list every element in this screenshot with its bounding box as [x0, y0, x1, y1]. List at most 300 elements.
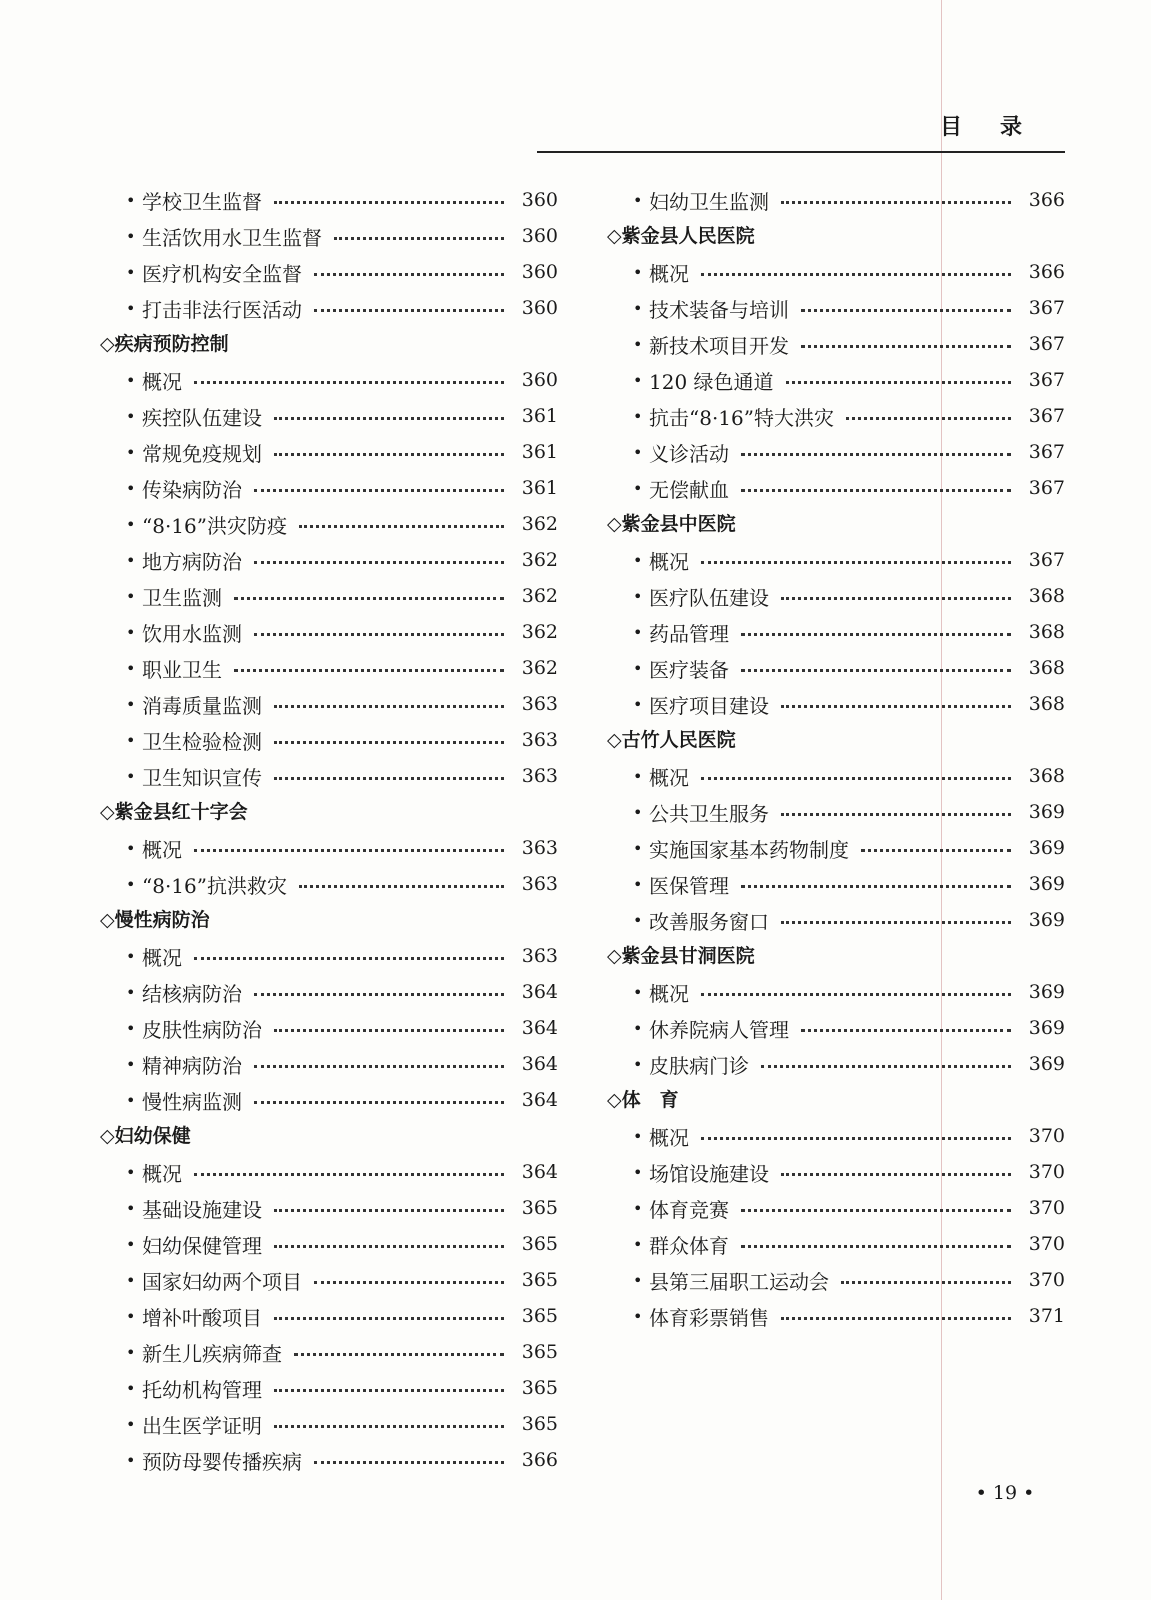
dot-leader — [334, 237, 504, 240]
toc-entry-title: 出生医学证明 — [142, 1413, 262, 1438]
toc-entry — [607, 1046, 1065, 1082]
toc-entry — [100, 1226, 558, 1262]
bullet-dot: • — [633, 874, 643, 894]
dot-leader — [801, 1029, 1011, 1032]
toc-entry-page: 362 — [521, 657, 558, 679]
dot-leader — [254, 1065, 504, 1068]
dot-leader — [254, 561, 504, 564]
toc-entry — [607, 542, 1065, 578]
toc-entry-title: 皮肤性病防治 — [142, 1017, 262, 1042]
bullet-dot: • — [633, 622, 643, 642]
toc-entry — [100, 362, 558, 398]
toc-entry — [100, 1046, 558, 1082]
toc-entry-title: 群众体育 — [649, 1233, 729, 1258]
toc-entry-page: 360 — [521, 261, 558, 283]
toc-entry-title: 120 绿色通道 — [649, 369, 774, 394]
dot-leader — [274, 1245, 504, 1248]
dot-leader — [781, 705, 1011, 708]
dot-leader — [314, 309, 504, 312]
dot-leader — [299, 885, 504, 888]
toc-entry-title: 医疗项目建设 — [649, 693, 769, 718]
bullet-dot: • — [126, 1090, 136, 1110]
toc-entry — [607, 686, 1065, 722]
bullet-dot: • — [126, 1306, 136, 1326]
toc-entry — [100, 542, 558, 578]
toc-section-heading: ◇紫金县甘洞医院 — [607, 945, 755, 967]
dot-leader — [314, 1281, 504, 1284]
toc-entry-page: 362 — [521, 549, 558, 571]
toc-entry-page: 367 — [1028, 477, 1065, 499]
toc-entry-title: 疾控队伍建设 — [142, 405, 262, 430]
toc-entry — [607, 398, 1065, 434]
toc-entry-page: 363 — [521, 765, 558, 787]
toc-entry-title: 概况 — [649, 765, 689, 790]
toc-entry — [607, 1010, 1065, 1046]
page-header-title: 目录 — [940, 115, 1061, 140]
toc-entry — [607, 254, 1065, 290]
toc-entry-page: 366 — [1028, 261, 1065, 283]
toc-entry — [100, 614, 558, 650]
toc-entry — [607, 1154, 1065, 1190]
bullet-dot: • — [633, 1234, 643, 1254]
toc-entry-page: 367 — [1028, 297, 1065, 319]
toc-entry-title: 消毒质量监测 — [142, 693, 262, 718]
toc-entry-title: 国家妇幼两个项目 — [142, 1269, 302, 1294]
dot-leader — [194, 381, 504, 384]
bullet-dot: • — [126, 478, 136, 498]
dot-leader — [741, 1245, 1011, 1248]
bullet-dot: • — [126, 1414, 136, 1434]
bullet-dot: • — [633, 1198, 643, 1218]
toc-entry-page: 365 — [521, 1413, 558, 1435]
dot-leader — [786, 381, 1011, 384]
toc-entry-title: 义诊活动 — [649, 441, 729, 466]
dot-leader — [701, 777, 1011, 780]
toc-entry — [100, 1334, 558, 1370]
toc-entry — [100, 1262, 558, 1298]
bullet-dot: • — [126, 766, 136, 786]
toc-entry-title: 饮用水监测 — [142, 621, 242, 646]
toc-entry — [100, 866, 558, 902]
dot-leader — [841, 1281, 1011, 1284]
dot-leader — [801, 309, 1011, 312]
toc-entry — [607, 182, 1065, 218]
dot-leader — [781, 921, 1011, 924]
toc-entry — [100, 974, 558, 1010]
toc-entry-title: 学校卫生监督 — [142, 189, 262, 214]
dot-leader — [781, 597, 1011, 600]
toc-entry — [100, 398, 558, 434]
toc-entry-page: 361 — [521, 477, 558, 499]
bullet-dot: • — [126, 838, 136, 858]
toc-entry-title: 实施国家基本药物制度 — [649, 837, 849, 862]
dot-leader — [274, 741, 504, 744]
bullet-dot: • — [633, 802, 643, 822]
bullet-dot: • — [126, 1054, 136, 1074]
dot-leader — [781, 1317, 1011, 1320]
toc-entry — [607, 578, 1065, 614]
toc-entry — [100, 470, 558, 506]
bullet-dot: • — [126, 1450, 136, 1470]
toc-entry — [100, 830, 558, 866]
dot-leader — [761, 1065, 1011, 1068]
bullet-dot: • — [126, 1342, 136, 1362]
toc-entry — [100, 506, 558, 542]
toc-entry-page: 362 — [521, 621, 558, 643]
toc-entry-title: 慢性病监测 — [142, 1089, 242, 1114]
toc-entry-page: 368 — [1028, 621, 1065, 643]
bullet-dot: • — [633, 478, 643, 498]
toc-entry-page: 367 — [1028, 369, 1065, 391]
toc-entry — [100, 1154, 558, 1190]
bullet-dot: • — [633, 838, 643, 858]
toc-entry-title: 体育彩票销售 — [649, 1305, 769, 1330]
dot-leader — [274, 417, 504, 420]
dot-leader — [741, 885, 1011, 888]
toc-entry-page: 365 — [521, 1341, 558, 1363]
toc-entry — [100, 1010, 558, 1046]
bullet-dot: • — [126, 226, 136, 246]
toc-entry-page: 363 — [521, 729, 558, 751]
toc-entry-title: 医疗队伍建设 — [649, 585, 769, 610]
toc-entry-title: 休养院病人管理 — [649, 1017, 789, 1042]
toc-entry-page: 363 — [521, 693, 558, 715]
toc-entry-page: 367 — [1028, 405, 1065, 427]
bullet-dot: • — [633, 1270, 643, 1290]
toc-section-heading: ◇疾病预防控制 — [100, 333, 229, 355]
toc-entry-title: 概况 — [142, 369, 182, 394]
toc-entry-page: 363 — [521, 837, 558, 859]
toc-entry-page: 370 — [1028, 1161, 1065, 1183]
dot-leader — [314, 1461, 504, 1464]
toc-entry — [100, 218, 558, 254]
bullet-dot: • — [126, 586, 136, 606]
bullet-dot: • — [126, 1270, 136, 1290]
toc-entry-page: 368 — [1028, 585, 1065, 607]
dot-leader — [801, 345, 1011, 348]
toc-entry — [607, 866, 1065, 902]
toc-entry-title: 托幼机构管理 — [142, 1377, 262, 1402]
toc-entry-title: 职业卫生 — [142, 657, 222, 682]
toc-entry-page: 369 — [1028, 1053, 1065, 1075]
toc-entry — [100, 1370, 558, 1406]
bullet-dot: • — [126, 946, 136, 966]
toc-entry-page: 368 — [1028, 657, 1065, 679]
toc-entry — [100, 434, 558, 470]
dot-leader — [314, 273, 504, 276]
toc-entry-page: 363 — [521, 873, 558, 895]
toc-entry-title: 新生儿疾病筛查 — [142, 1341, 282, 1366]
dot-leader — [274, 1425, 504, 1428]
toc-entry — [100, 290, 558, 326]
toc-entry-page: 367 — [1028, 333, 1065, 355]
toc-entry — [607, 290, 1065, 326]
bullet-dot: • — [126, 370, 136, 390]
page-number: • 19 • — [975, 1482, 1035, 1504]
toc-entry — [607, 1226, 1065, 1262]
dot-leader — [274, 777, 504, 780]
dot-leader — [234, 669, 504, 672]
toc-entry-page: 362 — [521, 585, 558, 607]
toc-section-heading: ◇妇幼保健 — [100, 1125, 191, 1147]
toc-entry-page: 364 — [521, 1089, 558, 1111]
toc-entry-page: 360 — [521, 297, 558, 319]
toc-entry-page: 365 — [521, 1197, 558, 1219]
toc-entry — [607, 902, 1065, 938]
toc-entry-title: 概况 — [142, 945, 182, 970]
toc-entry — [100, 1190, 558, 1226]
toc-entry-title: 县第三届职工运动会 — [649, 1269, 829, 1294]
bullet-dot: • — [126, 1198, 136, 1218]
toc-entry-page: 361 — [521, 441, 558, 463]
dot-leader — [274, 705, 504, 708]
bullet-dot: • — [633, 694, 643, 714]
toc-entry-title: “8·16”洪灾防疫 — [142, 513, 287, 538]
toc-entry-page: 364 — [521, 1161, 558, 1183]
toc-entry-title: 传染病防治 — [142, 477, 242, 502]
bullet-dot: • — [126, 658, 136, 678]
toc-entry-page: 360 — [521, 225, 558, 247]
dot-leader — [274, 1029, 504, 1032]
toc-entry-page: 365 — [521, 1233, 558, 1255]
toc-entry — [607, 470, 1065, 506]
toc-entry-title: 预防母婴传播疾病 — [142, 1449, 302, 1474]
dot-leader — [274, 201, 504, 204]
toc-entry — [607, 830, 1065, 866]
toc-entry-page: 369 — [1028, 1017, 1065, 1039]
dot-leader — [846, 417, 1011, 420]
bullet-dot: • — [126, 262, 136, 282]
toc-entry — [607, 758, 1065, 794]
toc-entry-page: 370 — [1028, 1233, 1065, 1255]
dot-leader — [254, 633, 504, 636]
toc-entry — [607, 1298, 1065, 1334]
dot-leader — [274, 453, 504, 456]
toc-entry-page: 371 — [1028, 1305, 1065, 1327]
toc-entry-page: 370 — [1028, 1269, 1065, 1291]
toc-entry-page: 367 — [1028, 549, 1065, 571]
dot-leader — [194, 957, 504, 960]
toc-entry — [100, 1082, 558, 1118]
toc-entry — [100, 686, 558, 722]
dot-leader — [741, 669, 1011, 672]
toc-entry-page: 364 — [521, 1017, 558, 1039]
toc-entry-title: 抗击“8·16”特大洪灾 — [649, 405, 834, 430]
toc-entry-title: 皮肤病门诊 — [649, 1053, 749, 1078]
dot-leader — [274, 1389, 504, 1392]
toc-entry — [607, 326, 1065, 362]
toc-entry-page: 369 — [1028, 981, 1065, 1003]
toc-entry-title: 生活饮用水卫生监督 — [142, 225, 322, 250]
toc-entry — [100, 758, 558, 794]
toc-entry-title: 打击非法行医活动 — [142, 297, 302, 322]
toc-entry-page: 365 — [521, 1377, 558, 1399]
toc-entry-title: 概况 — [649, 549, 689, 574]
toc-entry-page: 364 — [521, 981, 558, 1003]
bullet-dot: • — [633, 370, 643, 390]
toc-entry-title: 卫生检验检测 — [142, 729, 262, 754]
toc-entry — [607, 794, 1065, 830]
toc-entry-page: 370 — [1028, 1125, 1065, 1147]
toc-entry — [100, 938, 558, 974]
dot-leader — [781, 813, 1011, 816]
toc-entry — [100, 578, 558, 614]
toc-entry-page: 360 — [521, 369, 558, 391]
dot-leader — [741, 633, 1011, 636]
toc-entry-page: 366 — [521, 1449, 558, 1471]
dot-leader — [701, 993, 1011, 996]
toc-entry-page: 368 — [1028, 765, 1065, 787]
toc-entry — [100, 722, 558, 758]
toc-entry — [607, 434, 1065, 470]
toc-entry-title: 技术装备与培训 — [649, 297, 789, 322]
bullet-dot: • — [126, 694, 136, 714]
dot-leader — [741, 453, 1011, 456]
bullet-dot: • — [633, 982, 643, 1002]
dot-leader — [254, 489, 504, 492]
bullet-dot: • — [126, 514, 136, 534]
toc-entry — [100, 1298, 558, 1334]
dot-leader — [701, 561, 1011, 564]
toc-entry-page: 367 — [1028, 441, 1065, 463]
toc-section-heading: ◇体 育 — [607, 1089, 679, 1111]
bullet-dot: • — [633, 334, 643, 354]
bullet-dot: • — [633, 550, 643, 570]
toc-entry — [607, 1118, 1065, 1154]
toc-entry-title: “8·16”抗洪救灾 — [142, 873, 287, 898]
toc-entry-title: 概况 — [142, 1161, 182, 1186]
bullet-dot: • — [633, 1126, 643, 1146]
toc-entry-title: 增补叶酸项目 — [142, 1305, 262, 1330]
toc-entry-page: 369 — [1028, 801, 1065, 823]
dot-leader — [274, 1317, 504, 1320]
bullet-dot: • — [126, 1378, 136, 1398]
toc-entry — [607, 1190, 1065, 1226]
bullet-dot: • — [126, 298, 136, 318]
toc-entry-page: 369 — [1028, 909, 1065, 931]
bullet-dot: • — [126, 1018, 136, 1038]
bullet-dot: • — [633, 1054, 643, 1074]
bullet-dot: • — [633, 1306, 643, 1326]
toc-entry-title: 概况 — [649, 1125, 689, 1150]
dot-leader — [254, 1101, 504, 1104]
bullet-dot: • — [633, 262, 643, 282]
toc-entry — [607, 614, 1065, 650]
toc-section-heading: ◇古竹人民医院 — [607, 729, 736, 751]
dot-leader — [234, 597, 504, 600]
toc-entry-title: 精神病防治 — [142, 1053, 242, 1078]
bullet-dot: • — [126, 622, 136, 642]
toc-entry-title: 卫生监测 — [142, 585, 222, 610]
toc-entry-page: 362 — [521, 513, 558, 535]
toc-entry-title: 地方病防治 — [142, 549, 242, 574]
bullet-dot: • — [633, 1162, 643, 1182]
toc-entry — [100, 254, 558, 290]
toc-entry-title: 改善服务窗口 — [649, 909, 769, 934]
toc-entry-page: 365 — [521, 1305, 558, 1327]
toc-entry-page: 368 — [1028, 693, 1065, 715]
toc-column-right — [607, 182, 1065, 1334]
dot-leader — [861, 849, 1011, 852]
toc-entry — [100, 1442, 558, 1478]
toc-entry-title: 场馆设施建设 — [649, 1161, 769, 1186]
bullet-dot: • — [126, 406, 136, 426]
toc-entry-title: 医疗机构安全监督 — [142, 261, 302, 286]
dot-leader — [781, 1173, 1011, 1176]
dot-leader — [741, 1209, 1011, 1212]
bullet-dot: • — [126, 550, 136, 570]
toc-entry-title: 公共卫生服务 — [649, 801, 769, 826]
toc-entry-title: 常规免疫规划 — [142, 441, 262, 466]
toc-entry-page: 361 — [521, 405, 558, 427]
dot-leader — [194, 1173, 504, 1176]
bullet-dot: • — [633, 1018, 643, 1038]
dot-leader — [274, 1209, 504, 1212]
toc-entry — [100, 650, 558, 686]
bullet-dot: • — [126, 1234, 136, 1254]
toc-entry-title: 医保管理 — [649, 873, 729, 898]
bullet-dot: • — [126, 1162, 136, 1182]
dot-leader — [741, 489, 1011, 492]
bullet-dot: • — [126, 730, 136, 750]
bullet-dot: • — [633, 586, 643, 606]
toc-entry-title: 妇幼卫生监测 — [649, 189, 769, 214]
toc-entry — [100, 1406, 558, 1442]
dot-leader — [701, 273, 1011, 276]
bullet-dot: • — [633, 910, 643, 930]
dot-leader — [781, 201, 1011, 204]
header-rule — [537, 151, 1065, 153]
bullet-dot: • — [633, 658, 643, 678]
bullet-dot: • — [126, 442, 136, 462]
dot-leader — [701, 1137, 1011, 1140]
bullet-dot: • — [126, 982, 136, 1002]
toc-entry-page: 370 — [1028, 1197, 1065, 1219]
dot-leader — [254, 993, 504, 996]
toc-entry-title: 基础设施建设 — [142, 1197, 262, 1222]
toc-entry-title: 结核病防治 — [142, 981, 242, 1006]
toc-entry — [607, 974, 1065, 1010]
toc-section-heading: ◇紫金县中医院 — [607, 513, 736, 535]
toc-entry-title: 概况 — [142, 837, 182, 862]
toc-entry-page: 360 — [521, 189, 558, 211]
toc-entry-title: 概况 — [649, 981, 689, 1006]
toc-entry-title: 无偿献血 — [649, 477, 729, 502]
toc-entry-title: 妇幼保健管理 — [142, 1233, 262, 1258]
toc-entry-page: 364 — [521, 1053, 558, 1075]
toc-entry-title: 体育竞赛 — [649, 1197, 729, 1222]
bullet-dot: • — [633, 190, 643, 210]
toc-section-heading: ◇紫金县人民医院 — [607, 225, 755, 247]
toc-entry-page: 365 — [521, 1269, 558, 1291]
toc-entry-title: 药品管理 — [649, 621, 729, 646]
toc-entry-title: 新技术项目开发 — [649, 333, 789, 358]
toc-entry-page: 363 — [521, 945, 558, 967]
toc-entry-title: 卫生知识宣传 — [142, 765, 262, 790]
bullet-dot: • — [633, 406, 643, 426]
bullet-dot: • — [633, 298, 643, 318]
toc-entry-title: 概况 — [649, 261, 689, 286]
bullet-dot: • — [633, 766, 643, 786]
dot-leader — [294, 1353, 504, 1356]
toc-entry-page: 366 — [1028, 189, 1065, 211]
toc-column-left — [100, 182, 558, 1478]
dot-leader — [194, 849, 504, 852]
toc-entry-page: 369 — [1028, 873, 1065, 895]
toc-entry — [607, 362, 1065, 398]
bullet-dot: • — [126, 190, 136, 210]
toc-section-heading: ◇紫金县红十字会 — [100, 801, 248, 823]
